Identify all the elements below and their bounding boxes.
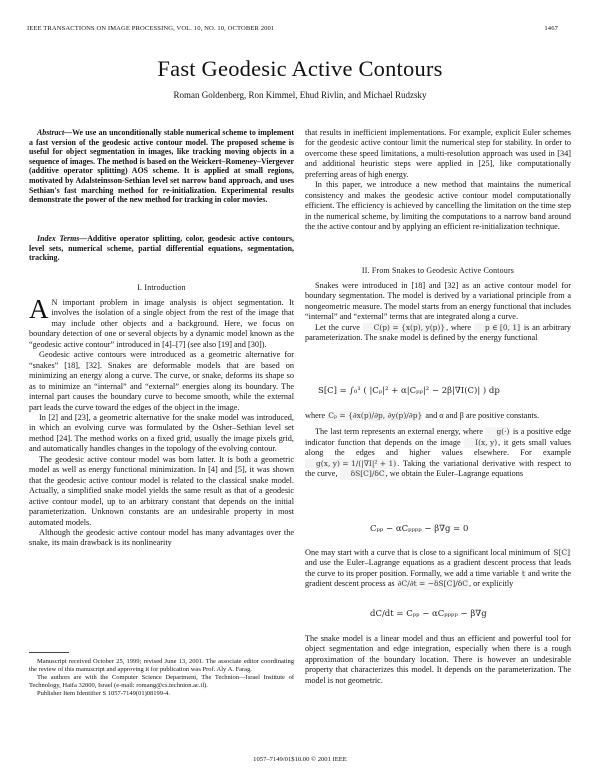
paragraph: that results in inefficient implementations. For example, explicit Euler schemes for the geodesic active contour limit the numerical step for stability. In order to overcome these speed limitations, a multi-resolution approach was used in [34] and additional heuristic steps were applied in [25], like computationally preferring areas of high energy.: [305, 128, 571, 179]
math-inline: I(x, y): [464, 438, 498, 448]
math-inline: t: [521, 568, 525, 578]
text: The last term represents an external energy, where: [315, 427, 486, 437]
footnote-text: Manuscript received October 25, 1999; revised June 13, 2001. The associate editor coordinating the review of this manuscript and approving it for publication was Prof. Aly A. Farag.: [29, 658, 294, 673]
abstract: [29, 128, 294, 205]
paragraph: [305, 427, 571, 479]
paragraph: Geodesic active contours were introduced as a geometric alternative for “snakes” [18], [32]. Snakes are deformable models that are based on minimizing an energy along a curve. The curve, or snake, deforms its shape so as to minimize an “internal” and “external” energies along its boundary. The internal part causes the boundary curve to become smooth, while the external part leads the curve toward the edges of the object in the image.: [29, 350, 294, 412]
math-inline: δS[C]/δC: [340, 469, 386, 479]
abstract-text: We use an unconditionally stable numerical scheme to implement a fast version of the geodesic active contour model. The proposed scheme is useful for object segmentation in images, like tracking moving objects in a sequence of images. The method is based on the Weickert–Romeney–Viergever (additive operator splitting) AOS scheme. It is applied at small regions, motivated by Adalsteinsson-Sethian level set narrow band approach, and uses Sethian's fast marching method for re-initialization. Experimental results demonstrate the power of the new method for tracking in color movies.: [29, 128, 294, 205]
equation-gradient-descent: dC/dt = Cₚₚ − αCₚₚₚₚ − β∇g: [370, 609, 487, 619]
text: One may start with a curve that is close to a significant local minimum of: [305, 548, 553, 557]
text: Let the curve: [315, 322, 363, 332]
index-terms: [29, 234, 294, 263]
right-column-bottom: [305, 634, 571, 686]
equation-energy-functional: S[C] = ∫₀¹ ( |Cₚ|² + α|Cₚₚ|² − 2β|∇I(C)| ) dp: [318, 386, 500, 396]
text: is a positive edge indicator function that depends on the image: [305, 427, 571, 447]
paragraph: In [2] and [23], a geometric alternative for the snake model was introduced, in which an evolving curve was formulated by the Osher–Sethian level set method [24]. The method works on a fixed grid, usually the image pixels grid, and automatically handles changes in the topology of the evolving contour.: [29, 412, 294, 454]
paragraph: [29, 294, 294, 350]
math-inline: C(p) = {x(p), y(p)}: [363, 323, 447, 333]
footnote-text: The authors are with the Computer Science Department, The Technion—Israel Institute of Technology, Haifa 32000, Israel (e-mail: romang@cs.technion.ac.il).: [29, 674, 294, 689]
paragraph: [305, 411, 571, 421]
paragraph: In this paper, we introduce a new method that maintains the numerical consistency and makes the geodesic active contour model computationally efficient. The efficiency is achieved by cancelling the limitation on the time step in the numerical scheme, by limiting the computations to a narrow band around the the active contour and by applying an efficient re-initialization technique.: [305, 180, 571, 232]
paper-title: Fast Geodesic Active Contours: [157, 56, 443, 81]
paragraph: Snakes were introduced in [18] and [32] as an active contour model for boundary segmentation. The model is derived by a variational principle from a nongeometric measure. The model starts from an energy functional that includes “internal” and “external” terms that are integrated along a curve.: [305, 281, 571, 322]
left-column-body: [29, 294, 294, 549]
math-inline: S[C]: [553, 548, 570, 557]
text: , we obtain the Euler–Lagrange equations: [385, 469, 524, 479]
running-header: IEEE TRANSACTIONS ON IMAGE PROCESSING, VOL. 10, NO. 10, OCTOBER 2001: [27, 25, 275, 32]
section-heading-introduction: I. Introduction: [137, 283, 186, 292]
text: and α and β are positive constants.: [423, 411, 540, 420]
page-number: 1467: [544, 25, 558, 32]
paragraph-text: N important problem in image analysis is object segmentation. It involves the isolation of a single object from the rest of the image that may include other objects and a background. Here, we focus on boundary detection of one or several objects by a dynamic model known as the “geodesic active contour” introduced in [4]–[7] (see also [19] and [30]).: [29, 298, 294, 349]
footnote-text: Publisher Item Identifier S 1057-7149(01)08199-4.: [37, 690, 171, 697]
text: , it gets small values along the edges and higher values elsewhere. For example: [305, 437, 571, 458]
text: and write the gradient descent process as: [305, 568, 571, 589]
text: where: [305, 411, 328, 420]
right-column-descent: [305, 548, 571, 590]
right-column-mid: [305, 411, 571, 480]
paragraph: Although the geodesic active contour model has many advantages over the snake, its main drawback is its nonlinearity: [29, 527, 294, 548]
paragraph: [305, 548, 571, 590]
text: and use the Euler–Lagrange equations as a gradient descent process that leads the curve to its proper position. Formally, we add a time variable: [305, 558, 571, 578]
paragraph: The geodesic active contour model was born latter. It is both a geometric model as well as energy functional minimization. In [4] and [5], it was shown that the geodesic active contour model is related to the classical snake model. Actually, a simplified snake model yields the same result as that of a geodesic active contour model, up to an arbitrary constant that depends on the initial parameterization. Unknown constants are an undesirable property in most automated models.: [29, 454, 294, 527]
math-inline: g(·): [485, 427, 510, 437]
math-inline: p ∈ [0, 1]: [474, 323, 521, 333]
abstract-label: Abstract—: [37, 128, 73, 137]
right-column-snakes: [305, 281, 571, 344]
right-column-top: [305, 128, 571, 233]
footnote-rule: [29, 652, 69, 653]
section-heading-snakes: II. From Snakes to Geodesic Active Contours: [361, 266, 515, 275]
text: is an arbitrary parameterization. The snake model is defined by the energy functional: [305, 322, 571, 343]
paragraph: The snake model is a linear model and thus an efficient and powerful tool for object segmentation and edge integration, especially when there is a rough approximation of the boundary location. There is however an undesirable property that characterizes this model. It depends on the parameterization. The model is not geometric.: [305, 634, 571, 685]
index-terms-label: Index Terms—: [37, 234, 88, 243]
math-inline: Cₚ = {∂x(p)/∂p, ∂y(p)/∂p}: [328, 411, 423, 420]
equation-euler-lagrange: Cₚₚ − αCₚₚₚₚ − β∇g = 0: [370, 524, 469, 534]
footnote: [29, 658, 294, 698]
math-inline: ∂C/∂t = −δS[C]/δC: [397, 579, 469, 589]
paragraph: [305, 323, 571, 344]
math-inline: g(x, y) = 1/(|∇I|² + 1): [305, 459, 397, 469]
text: . Taking the variational derivative with respect to the curve,: [305, 458, 571, 479]
authors: Roman Goldenberg, Ron Kimmel, Ehud Rivlin, and Michael Rudzsky: [173, 90, 427, 100]
drop-cap: A: [29, 294, 49, 324]
index-terms-text: Additive operator splitting, color, geodesic active contours, level sets, numerical scheme, partial differential equations, segmentation, tracking.: [29, 234, 294, 263]
copyright-line: 1057–7149/01$10.00 © 2001 IEEE: [253, 756, 347, 763]
text: , or explicitly: [469, 579, 514, 589]
text: , where: [446, 322, 474, 332]
